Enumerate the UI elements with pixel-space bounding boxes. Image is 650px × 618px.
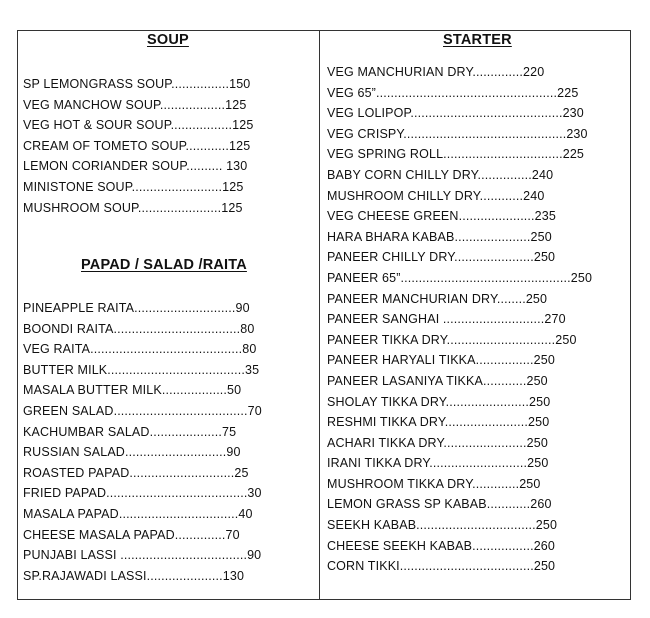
menu-item: BABY CORN CHILLY DRY...............240 (327, 167, 554, 182)
menu-item: PUNJABI LASSI ...................................90 (23, 548, 262, 563)
menu-item: ROASTED PAPAD.............................25 (23, 465, 249, 480)
menu-item: MASALA BUTTER MILK..................50 (23, 383, 242, 398)
menu-item: ACHARI TIKKA DRY.......................250 (327, 435, 548, 450)
menu-item: PANEER 65”...............................................250 (327, 270, 593, 285)
menu-item: VEG MANCHURIAN DRY..............220 (327, 65, 545, 79)
menu-item: SHOLAY TIKKA DRY.......................250 (327, 394, 551, 409)
menu-item: CREAM OF TOMETO SOUP............125 (23, 138, 251, 153)
menu-item: PANEER CHILLY DRY......................250 (327, 250, 556, 265)
menu-item: MUSHROOM SOUP.......................125 (23, 200, 243, 215)
menu-item: BUTTER MILK......................................35 (23, 362, 260, 377)
starter-title: STARTER (443, 32, 512, 48)
menu-item: HARA BHARA KABAB.....................250 (327, 229, 552, 244)
menu-item: PANEER HARYALI TIKKA................250 (327, 353, 555, 368)
menu-item: VEG RAITA..........................................80 (23, 342, 257, 357)
papad-salad-raita-title: PAPAD / SALAD /RAITA (81, 257, 247, 273)
menu-item: VEG MANCHOW SOUP..................125 (23, 97, 247, 112)
menu-item: RUSSIAN SALAD............................90 (23, 445, 241, 460)
menu-item: VEG HOT & SOUR SOUP.................125 (23, 118, 254, 133)
menu-item: CORN TIKKI.....................................250 (327, 559, 556, 574)
menu-item: VEG SPRING ROLL.................................225 (327, 147, 585, 162)
menu-item: SP LEMONGRASS SOUP................150 (23, 77, 251, 91)
menu-item: MINISTONE SOUP.........................125 (23, 179, 244, 194)
menu-item: GREEN SALAD.....................................70 (23, 403, 262, 418)
menu-item: PANEER TIKKA DRY..............................250 (327, 332, 577, 347)
papad-salad-raita-list (23, 298, 262, 586)
menu-item: MUSHROOM CHILLY DRY............240 (327, 188, 545, 203)
soup-title: SOUP (147, 32, 189, 48)
menu-item: FRIED PAPAD.......................................30 (23, 486, 262, 501)
menu-item: MUSHROOM TIKKA DRY.............250 (327, 476, 541, 491)
menu-item: RESHMI TIKKA DRY.......................250 (327, 415, 550, 430)
column-divider (319, 30, 320, 600)
menu-item: KACHUMBAR SALAD....................75 (23, 424, 237, 439)
menu-item: PANEER LASANIYA TIKKA............250 (327, 373, 548, 388)
menu-item: PANEER SANGHAI ............................270 (327, 312, 566, 327)
menu-item: CHEESE SEEKH KABAB.................260 (327, 538, 556, 553)
menu-item: VEG CRISPY.............................................230 (327, 126, 588, 141)
menu-item: LEMON GRASS SP KABAB............260 (327, 497, 552, 512)
menu-item: PINEAPPLE RAITA............................90 (23, 301, 250, 315)
menu-item: VEG 65”..................................................225 (327, 85, 579, 100)
menu-item: SEEKH KABAB.................................250 (327, 518, 558, 533)
menu-item: SP.RAJAWADI LASSI.....................130 (23, 568, 245, 583)
soup-list (23, 74, 253, 218)
menu-item: VEG CHEESE GREEN.....................235 (327, 209, 556, 224)
starter-list (327, 62, 592, 577)
menu-item: IRANI TIKKA DRY...........................250 (327, 456, 549, 471)
menu-item: CHEESE MASALA PAPAD..............70 (23, 527, 240, 542)
menu-item: BOONDI RAITA...................................80 (23, 321, 255, 336)
menu-item: VEG LOLIPOP..........................................230 (327, 106, 584, 121)
menu-item: PANEER MANCHURIAN DRY........250 (327, 291, 548, 306)
menu-item: LEMON CORIANDER SOUP.......... 130 (23, 159, 248, 174)
menu-item: MASALA PAPAD.................................40 (23, 506, 253, 521)
